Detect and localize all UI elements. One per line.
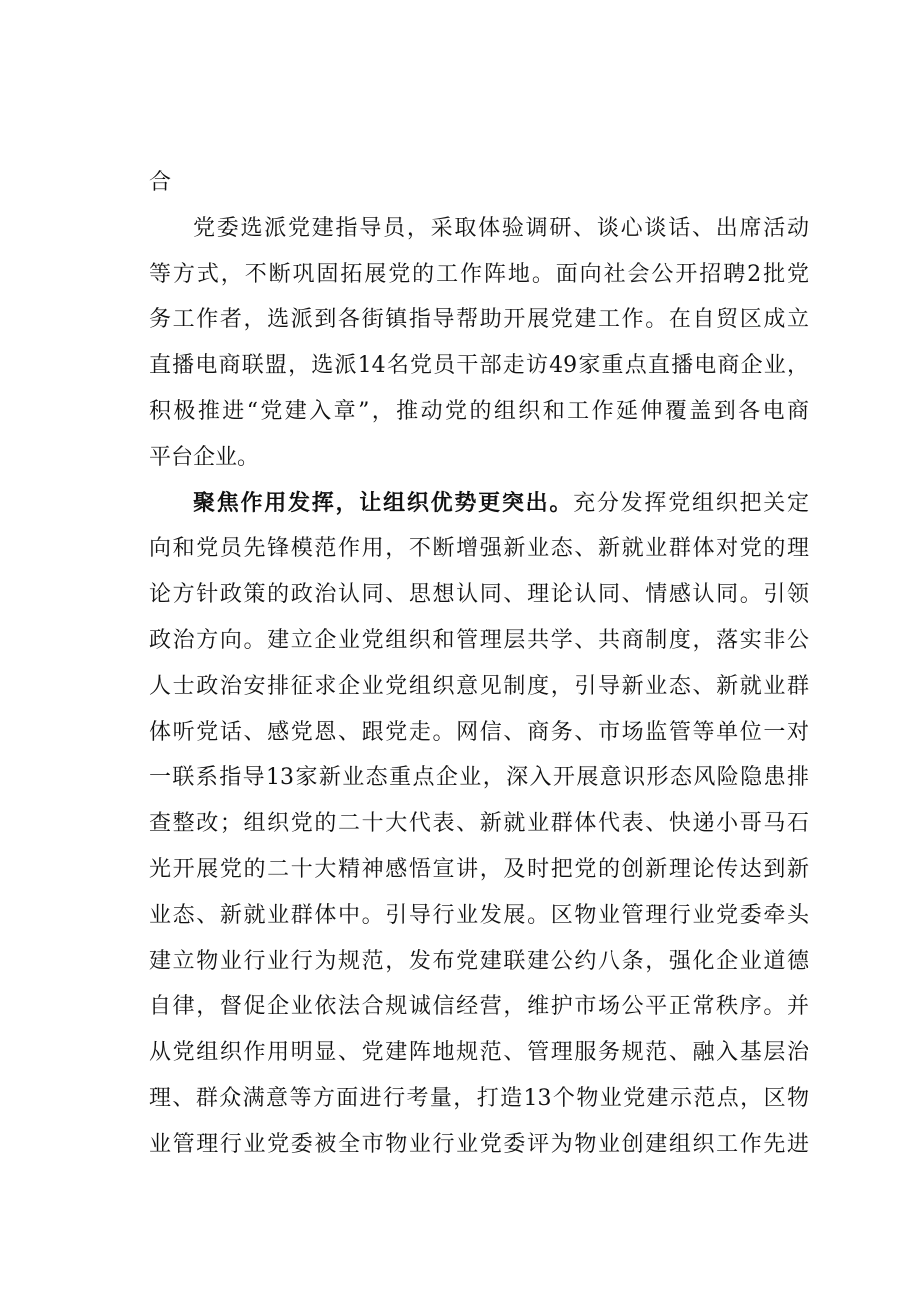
- text-line: 一联系指导13家新业态重点企业，深入开展意识形态风险隐患排: [149, 765, 809, 791]
- text-line: 体听党话、感党恩、跟党走。网信、商务、市场监管等单位一对: [149, 719, 809, 745]
- text-line: 建立物业行业行为规范，发布党建联建公约八条，强化企业道德: [149, 948, 809, 974]
- body-text: [149, 160, 809, 1168]
- text-line: 业管理行业党委被全市物业行业党委评为物业创建组织工作先进: [149, 1131, 809, 1157]
- text-line: 光开展党的二十大精神感悟宣讲，及时把党的创新理论传达到新: [149, 856, 809, 882]
- text-line: 平台企业。: [149, 444, 260, 470]
- text-line: 从党组织作用明显、党建阵地规范、管理服务规范、融入基层治: [149, 1040, 809, 1066]
- text-line: 业态、新就业群体中。引导行业发展。区物业管理行业党委牵头: [149, 902, 809, 928]
- text-line: 人士政治安排征求企业党组织意见制度，引导新业态、新就业群: [149, 673, 809, 699]
- text-line: 积极推进“党建入章”，推动党的组织和工作延伸覆盖到各电商: [149, 398, 809, 424]
- section-heading: 聚焦作用发挥，让组织优势更突出。: [193, 489, 574, 516]
- text-line: 查整改；组织党的二十大代表、新就业群体代表、快递小哥马石: [149, 811, 809, 837]
- text-line: 论方针政策的政治认同、思想认同、理论认同、情感认同。引领: [149, 582, 809, 608]
- text-line: 合: [149, 170, 172, 195]
- text-run: 充分发挥党组织把关定: [573, 490, 809, 516]
- text-line: 等方式，不断巩固拓展党的工作阵地。面向社会公开招聘2批党: [149, 261, 809, 287]
- text-line: 务工作者，选派到各街镇指导帮助开展党建工作。在自贸区成立: [149, 307, 809, 333]
- text-line: 向和党员先锋模范作用，不断增强新业态、新就业群体对党的理: [149, 536, 809, 562]
- text-line: 自律，督促企业依法合规诚信经营，维护市场公平正常秩序。并: [149, 994, 809, 1020]
- text-line: 政治方向。建立企业党组织和管理层共学、共商制度，落实非公: [149, 627, 809, 653]
- text-line: 直播电商联盟，选派14名党员干部走访49家重点直播电商企业，: [149, 353, 809, 379]
- text-line: 理、群众满意等方面进行考量，打造13个物业党建示范点，区物: [149, 1085, 809, 1111]
- text-line: 党委选派党建指导员，采取体验调研、谈心谈话、出席活动: [193, 215, 809, 241]
- text-line-with-heading: [149, 481, 809, 527]
